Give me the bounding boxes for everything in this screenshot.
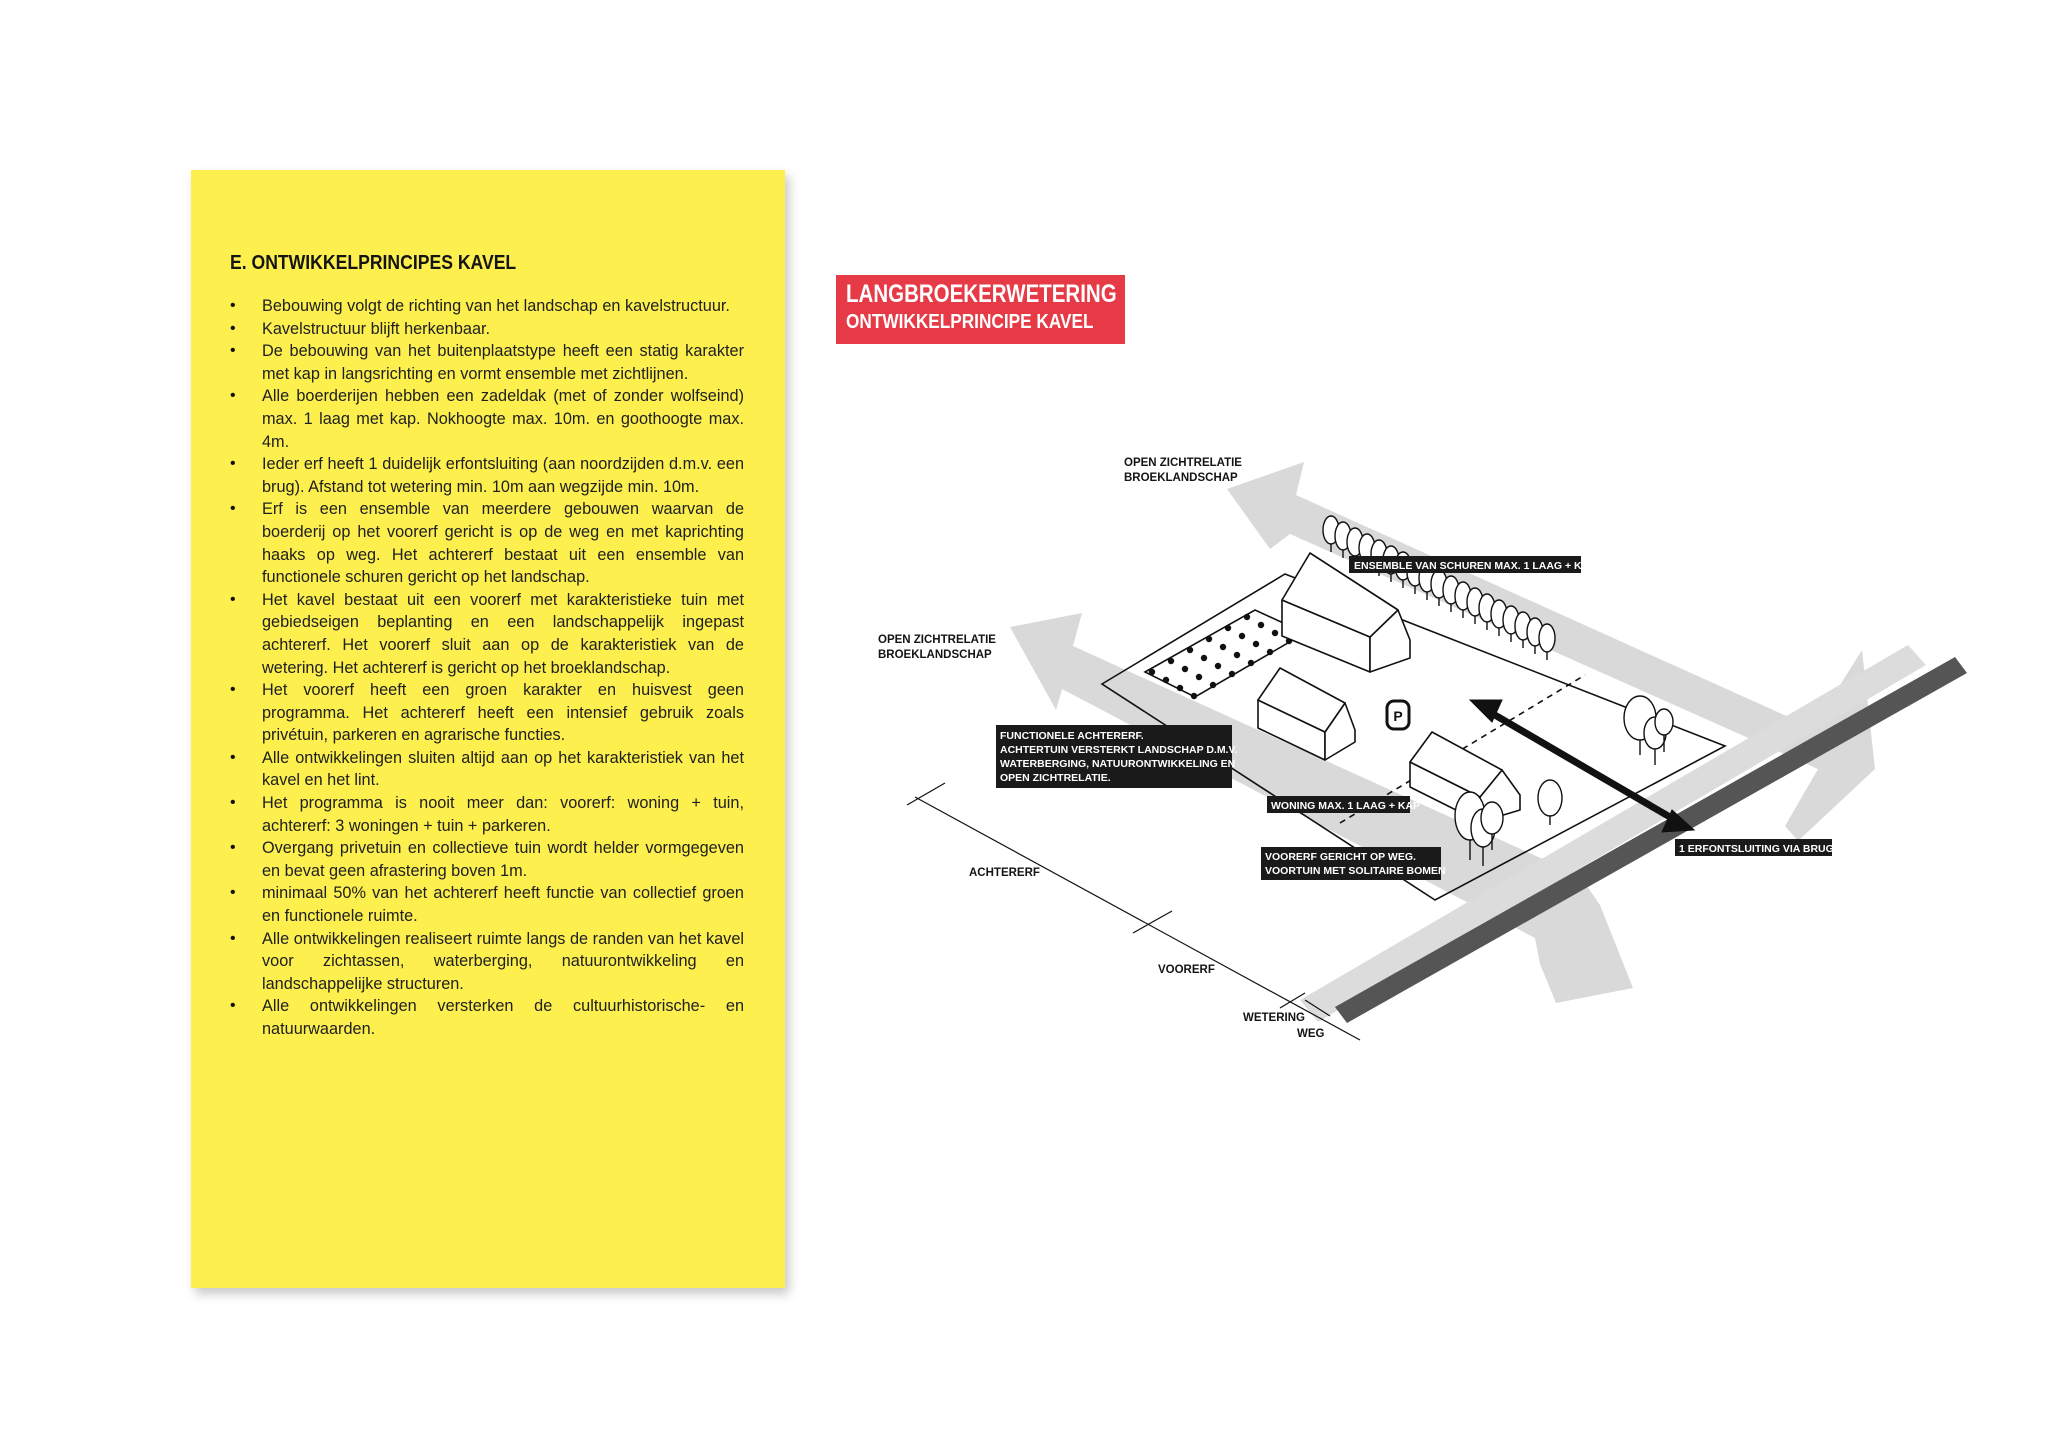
voorerf-label: VOORERF — [1158, 964, 1215, 976]
list-item: • Ieder erf heeft 1 duidelijk erfontsluiting (aan noordzijden d.m.v. een brug). Afstand tot wetering min. 10m aan wegzijde min. 10m. — [230, 453, 744, 498]
list-item: • Erf is een ensemble van meerdere gebouwen waarvan de boerderij op het voorerf gericht is op de weg en met kaprichting haaks op weg. Het achtererf bestaat uit een ensemble van functionele schuren gericht op het landschap. — [230, 498, 744, 588]
view-left-label-1: OPEN ZICHTRELATIE — [878, 634, 996, 646]
list-item: • Alle ontwikkelingen sluiten altijd aan op het karakteristiek van het kavel en het lint. — [230, 747, 744, 792]
view-top-label-2: BROEKLANDSCHAP — [1124, 472, 1238, 484]
woning-tag: WONING MAX. 1 LAAG + KAP — [1271, 800, 1421, 812]
list-item: • Alle ontwikkelingen versterken de cultuurhistorische- en natuurwaarden. — [230, 995, 744, 1040]
brug-tag: 1 ERFONTSLUITING VIA BRUG — [1679, 843, 1834, 855]
list-item: • Het kavel bestaat uit een voorerf met karakteristieke tuin met gebiedseigen beplanting en een landschappelijk ingepast achtererf. Het voorerf sluit aan op de karakteristiek van de wetering. Het achtererf is gericht op het broeklandschap. — [230, 589, 744, 679]
functional-tag-2: ACHTERTUIN VERSTERKT LANDSCHAP D.M.V. — [1000, 744, 1238, 756]
functional-tag-3: WATERBERGING, NATUURONTWIKKELING EN — [1000, 758, 1236, 770]
wetering-label: WETERING — [1243, 1012, 1305, 1024]
weg-label: WEG — [1297, 1028, 1325, 1040]
voorerf-tag-1: VOORERF GERICHT OP WEG. — [1265, 851, 1416, 863]
voorerf-tag-2: VOORTUIN MET SOLITAIRE BOMEN — [1265, 865, 1446, 877]
functional-tag-1: FUNCTIONELE ACHTERERF. — [1000, 730, 1144, 742]
title-line-2: ONTWIKKELPRINCIPE KAVEL — [846, 310, 1094, 333]
list-item: • minimaal 50% van het achtererf heeft functie van collectief groen en functionele ruimte. — [230, 882, 744, 927]
title-line-1: LANGBROEKERWETERING — [846, 280, 1117, 308]
ensemble-tag: ENSEMBLE VAN SCHUREN MAX. 1 LAAG + KAP — [1354, 560, 1597, 572]
achtererf-label: ACHTERERF — [969, 867, 1040, 879]
list-item: • De bebouwing van het buitenplaatstype heeft een statig karakter met kap in langsrichting en vormt ensemble met zichtlijnen. — [230, 340, 744, 385]
list-item: • Kavelstructuur blijft herkenbaar. — [230, 318, 744, 341]
list-item: • Het programma is nooit meer dan: voorerf: woning + tuin, achtererf: 3 woningen + tuin + parkeren. — [230, 792, 744, 837]
parking-icon — [1387, 701, 1409, 729]
dimension-lines — [907, 783, 1360, 1040]
panel-heading: E. ONTWIKKELPRINCIPES KAVEL — [230, 252, 517, 274]
view-left-label-2: BROEKLANDSCHAP — [878, 649, 992, 661]
list-item: • Bebouwing volgt de richting van het landschap en kavelstructuur. — [230, 295, 744, 318]
list-item: • Alle boerderijen hebben een zadeldak (met of zonder wolfseind) max. 1 laag met kap. Nokhoogte max. 10m. en goothoogte max. 4m. — [230, 385, 744, 453]
list-item: • Overgang privetuin en collectieve tuin wordt helder vormgegeven en bevat geen afrastering boven 1m. — [230, 837, 744, 882]
view-top-label-1: OPEN ZICHTRELATIE — [1124, 457, 1242, 469]
functional-tag-4: OPEN ZICHTRELATIE. — [1000, 772, 1111, 784]
list-item: • Het voorerf heeft een groen karakter en huisvest geen programma. Het achtererf heeft een intensief gebruik zoals privétuin, parkeren en agrarische functies. — [230, 679, 744, 747]
list-item: • Alle ontwikkelingen realiseert ruimte langs de randen van het kavel voor zichtassen, waterberging, natuurontwikkeling en landschappelijke structuren. — [230, 928, 744, 996]
parking-label: P — [1393, 708, 1403, 724]
